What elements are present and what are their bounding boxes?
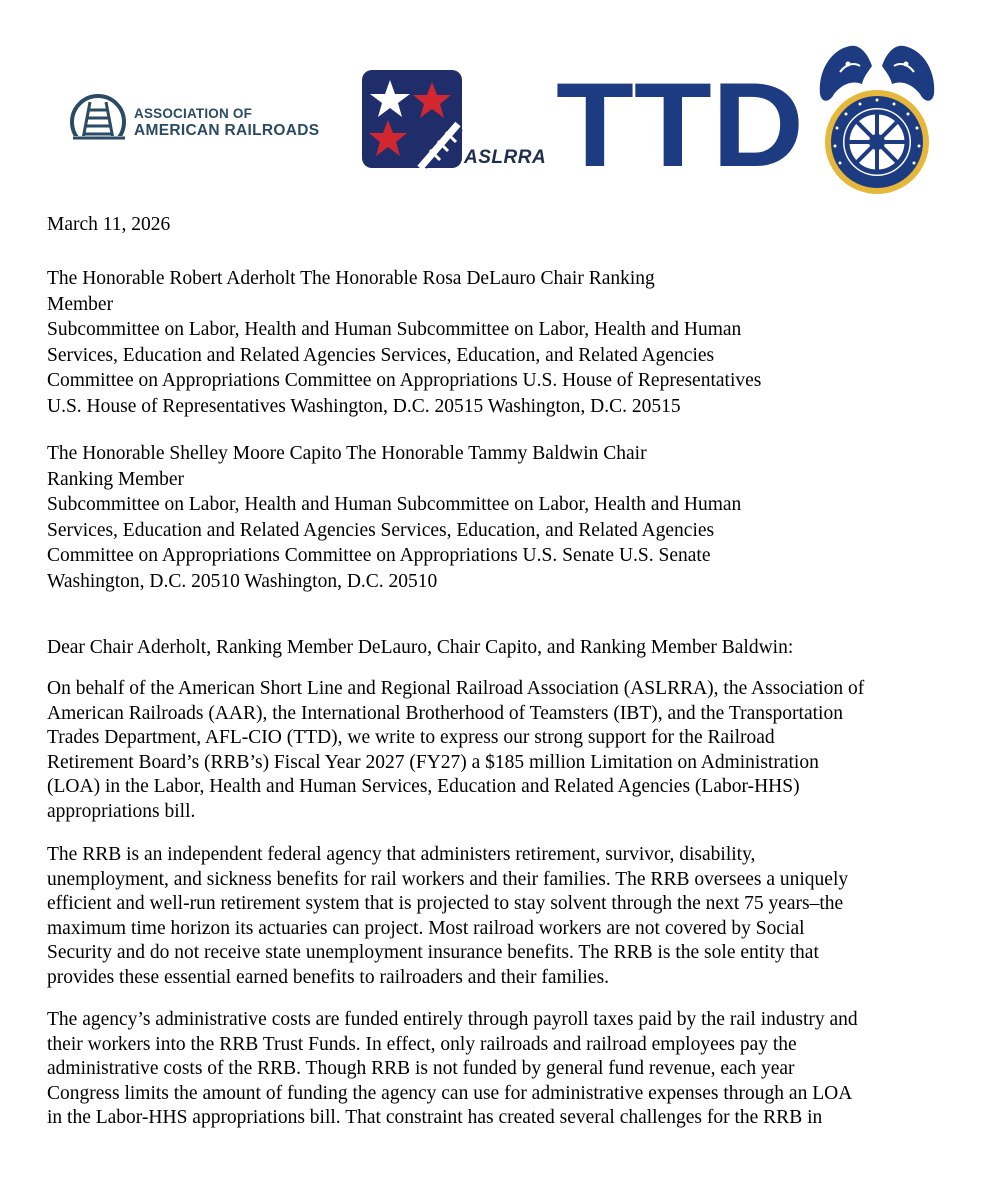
paragraph-line: (LOA) in the Labor, Health and Human Services, Education and Related Agencies (Labor-HHS) xyxy=(47,776,800,798)
paragraph-line: unemployment, and sickness benefits for rail workers and their families. The RRB oversees a uniquely xyxy=(47,868,849,890)
paragraph-line: administrative costs of the RRB. Though RRB is not funded by general fund revenue, each year xyxy=(47,1058,795,1080)
aar-wordmark-line-1: ASSOCIATION OF xyxy=(134,106,253,121)
aslrra-wordmark: ASLRRA xyxy=(464,147,547,168)
aar-wordmark xyxy=(134,107,319,139)
paragraph-line: The agency’s administrative costs are funded entirely through payroll taxes paid by the rail industry and xyxy=(47,1009,858,1030)
body-paragraph-2 xyxy=(47,843,947,991)
address-line: Subcommittee on Labor, Health and Human Subcommittee on Labor, Health and Human xyxy=(47,319,742,341)
address-line: The Honorable Robert Aderholt The Honorable Rosa DeLauro Chair Ranking xyxy=(47,268,655,289)
body-paragraph-3 xyxy=(47,1008,947,1131)
paragraph-line: maximum time horizon its actuaries can project. Most railroad workers are not covered by Social xyxy=(47,917,805,939)
letter-date: March 11, 2026 xyxy=(47,214,171,235)
letterhead-logos xyxy=(0,0,987,205)
teamsters-horses-wheel-icon xyxy=(812,42,942,197)
aslrra-logo xyxy=(360,68,550,173)
aslrra-stars-icon xyxy=(360,68,464,173)
address-line: U.S. House of Representatives Washington, D.C. 20515 Washington, D.C. 20515 xyxy=(47,395,681,417)
paragraph-line: Trades Department, AFL-CIO (TTD), we write to express our strong support for the Railroad xyxy=(47,727,775,749)
paragraph-line: in the Labor-HHS appropriations bill. That constraint has created several challenges for the RRB in xyxy=(47,1107,823,1129)
address-line: Services, Education and Related Agencies Services, Education, and Related Agencies xyxy=(47,344,715,366)
aar-track-icon xyxy=(68,92,130,152)
address-line: Committee on Appropriations Committee on Appropriations U.S. Senate U.S. Senate xyxy=(47,545,711,567)
address-line: The Honorable Shelley Moore Capito The Honorable Tammy Baldwin Chair xyxy=(47,443,647,464)
letter-salutation: Dear Chair Aderholt, Ranking Member DeLauro, Chair Capito, and Ranking Member Baldwin: xyxy=(47,637,794,658)
aar-wordmark-line-2: AMERICAN RAILROADS xyxy=(134,121,320,139)
address-line: Member xyxy=(47,293,114,315)
body-paragraph-1 xyxy=(47,677,947,825)
ttd-logo xyxy=(556,70,806,175)
address-line: Services, Education and Related Agencies Services, Education, and Related Agencies xyxy=(47,519,715,541)
paragraph-line: The RRB is an independent federal agency that administers retirement, survivor, disability, xyxy=(47,844,756,865)
address-line: Washington, D.C. 20510 Washington, D.C. 20510 xyxy=(47,570,438,592)
paragraph-line: provides these essential earned benefits to railroaders and their families. xyxy=(47,966,610,988)
paragraph-line: efficient and well-run retirement system that is projected to stay solvent through the next 75 years–the xyxy=(47,893,844,915)
paragraph-line: American Railroads (AAR), the International Brotherhood of Teamsters (IBT), and the Transportation xyxy=(47,702,843,724)
address-line: Subcommittee on Labor, Health and Human Subcommittee on Labor, Health and Human xyxy=(47,494,742,516)
paragraph-line: Retirement Board’s (RRB’s) Fiscal Year 2027 (FY27) a $185 million Limitation on Administration xyxy=(47,751,819,773)
paragraph-line: On behalf of the American Short Line and Regional Railroad Association (ASLRRA), the Association of xyxy=(47,678,865,699)
paragraph-line: appropriations bill. xyxy=(47,800,196,822)
aar-logo xyxy=(68,92,343,152)
paragraph-line: their workers into the RRB Trust Funds. In effect, only railroads and railroad employees pay the xyxy=(47,1033,797,1055)
paragraph-line: Congress limits the amount of funding the agency can use for administrative expenses through an LOA xyxy=(47,1082,853,1104)
address-line: Committee on Appropriations Committee on Appropriations U.S. House of Representatives xyxy=(47,370,762,392)
address-block-house xyxy=(47,266,927,420)
teamsters-logo xyxy=(812,42,942,197)
address-block-senate xyxy=(47,441,927,595)
paragraph-line: Security and do not receive state unemployment insurance benefits. The RRB is the sole entity that xyxy=(47,942,819,964)
ttd-wordmark-graphic xyxy=(556,70,806,175)
address-line: Ranking Member xyxy=(47,468,185,490)
ttd-wordmark: TTD xyxy=(556,70,804,175)
